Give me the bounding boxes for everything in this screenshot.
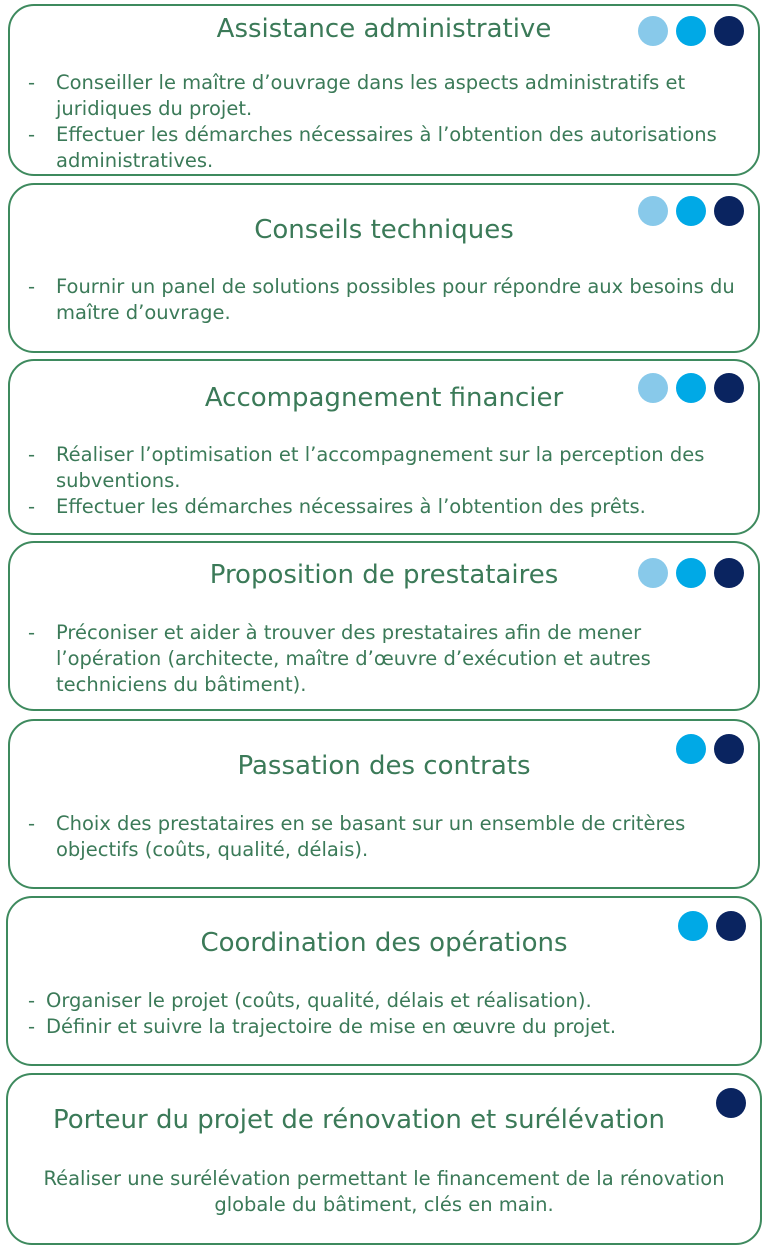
level-indicator — [638, 16, 744, 46]
level-dot-medium — [676, 734, 706, 764]
card-title: Passation des contrats — [237, 751, 531, 781]
level-dot-light — [638, 196, 668, 226]
task-list — [28, 70, 740, 174]
level-dot-medium — [676, 16, 706, 46]
service-card-conseils-techniques — [8, 183, 760, 353]
task-list — [28, 442, 740, 520]
level-dot-dark — [714, 373, 744, 403]
level-dot-medium — [676, 373, 706, 403]
list-item: - Effectuer les démarches nécessaires à l’obtention des autorisations administratives. — [28, 123, 717, 172]
level-dot-dark — [714, 558, 744, 588]
level-indicator — [638, 196, 744, 226]
task-list — [28, 988, 742, 1040]
card-description: Réaliser une surélévation permettant le financement de la rénovation globale du bâtiment, clés en main. — [43, 1167, 725, 1216]
service-card-coordination-operations — [6, 896, 762, 1066]
level-dot-dark — [714, 196, 744, 226]
level-dot-dark — [716, 911, 746, 941]
list-item: - Fournir un panel de solutions possibles pour répondre aux besoins du maître d’ouvrage. — [28, 275, 735, 324]
card-title: Assistance administrative — [216, 14, 552, 44]
level-indicator — [716, 1088, 746, 1118]
level-dot-light — [638, 558, 668, 588]
list-item: - Réaliser l’optimisation et l’accompagnement sur la perception des subventions. — [28, 443, 705, 492]
level-dot-medium — [676, 558, 706, 588]
service-card-passation-contrats — [8, 719, 760, 889]
service-card-proposition-prestataires — [8, 541, 760, 711]
task-list — [28, 811, 740, 863]
list-item: - Organiser le projet (coûts, qualité, délais et réalisation). — [28, 989, 592, 1012]
service-card-accompagnement-financier — [8, 359, 760, 535]
list-item: - Préconiser et aider à trouver des prestataires afin de mener l’opération (architecte, maître d’œuvre d’exécution et autres techniciens du bâtiment). — [28, 621, 651, 696]
card-title: Coordination des opérations — [200, 928, 568, 958]
level-indicator — [676, 734, 744, 764]
task-list — [28, 620, 740, 698]
card-title: Porteur du projet de rénovation et surélévation — [52, 1105, 665, 1135]
level-indicator — [678, 911, 746, 941]
level-dot-medium — [678, 911, 708, 941]
level-dot-dark — [714, 16, 744, 46]
level-indicator — [638, 373, 744, 403]
service-card-porteur-projet — [6, 1073, 762, 1245]
level-dot-dark — [716, 1088, 746, 1118]
list-item: - Effectuer les démarches nécessaires à l’obtention des prêts. — [28, 495, 646, 518]
card-title: Accompagnement financier — [204, 383, 564, 413]
level-indicator — [638, 558, 744, 588]
level-dot-light — [638, 373, 668, 403]
card-title: Conseils techniques — [254, 215, 514, 245]
list-item: - Définir et suivre la trajectoire de mise en œuvre du projet. — [28, 1015, 617, 1038]
card-title: Proposition de prestataires — [209, 560, 559, 590]
level-dot-medium — [676, 196, 706, 226]
task-list — [28, 274, 740, 326]
list-item: - Conseiller le maître d’ouvrage dans les aspects administratifs et juridiques du projet. — [28, 71, 686, 120]
level-dot-light — [638, 16, 668, 46]
service-card-assistance-administrative — [8, 4, 760, 176]
list-item: - Choix des prestataires en se basant sur un ensemble de critères objectifs (coûts, qualité, délais). — [28, 812, 686, 861]
level-dot-dark — [714, 734, 744, 764]
